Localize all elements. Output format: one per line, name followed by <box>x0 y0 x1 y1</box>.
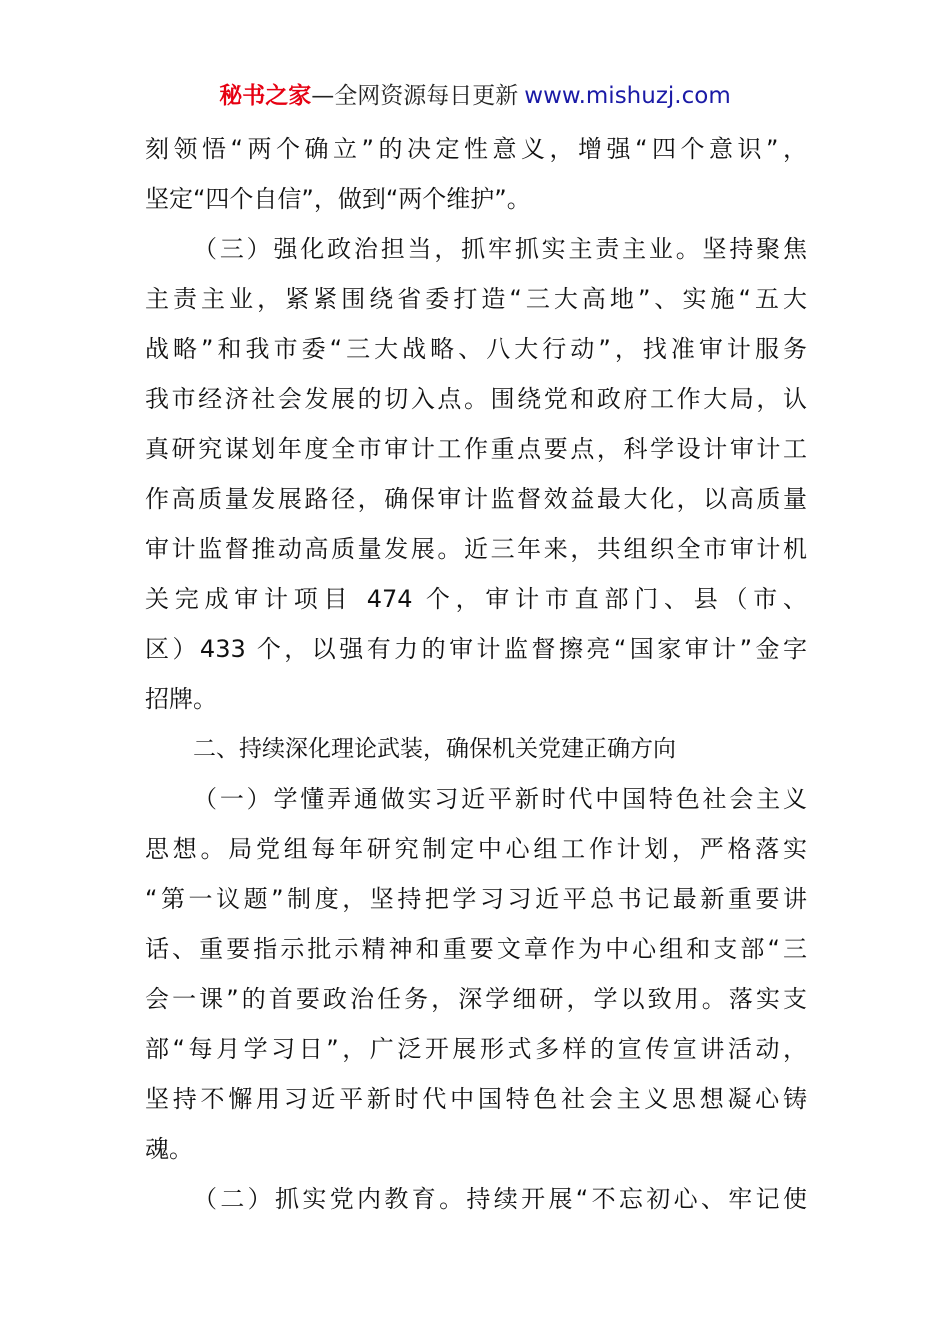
site-url-link[interactable]: www.mishuzj.com <box>524 83 731 109</box>
brand-name: 秘书之家 <box>219 83 312 109</box>
text-line: 会一课”的首要政治任务，深学细研，学以致用。落实支 <box>145 985 807 1013</box>
text-line: 区）433 个，以强有力的审计监督擦亮“国家审计”金字 <box>145 635 807 663</box>
site-header <box>0 80 950 112</box>
text-line: 作高质量发展路径，确保审计监督效益最大化，以高质量 <box>145 485 807 513</box>
text-line: 主责主业，紧紧围绕省委打造“三大高地”、实施“五大 <box>145 285 807 313</box>
text-line: 思想。局党组每年研究制定中心组工作计划，严格落实 <box>145 835 807 863</box>
text-line: “第一议题”制度，坚持把学习习近平总书记最新重要讲 <box>145 885 807 913</box>
text-line: 坚持不懈用习近平新时代中国特色社会主义思想凝心铸 <box>145 1085 807 1113</box>
text-line: 刻领悟“两个确立”的决定性意义，增强“四个意识”， <box>145 135 807 163</box>
text-line: 审计监督推动高质量发展。近三年来，共组织全市审计机 <box>145 535 807 563</box>
text-line: 我市经济社会发展的切入点。围绕党和政府工作大局，认 <box>145 385 807 413</box>
header-tagline: —全网资源每日更新 <box>311 83 519 109</box>
text-line: 部“每月学习日”，广泛开展形式多样的宣传宣讲活动， <box>145 1035 807 1063</box>
text-line: 坚定“四个自信”，做到“两个维护”。 <box>145 185 531 213</box>
section-heading: 二、持续深化理论武装，确保机关党建正确方向 <box>193 736 676 762</box>
text-line: 战略”和我市委“三大战略、八大行动”，找准审计服务 <box>145 335 807 363</box>
text-line: 招牌。 <box>145 685 217 713</box>
text-line: 关完成审计项目 474 个，审计市直部门、县（市、 <box>145 585 807 613</box>
text-line: 魂。 <box>145 1135 193 1163</box>
paragraph-start-line: （二）抓实党内教育。持续开展“不忘初心、牢记使 <box>193 1185 807 1213</box>
text-line: 真研究谋划年度全市审计工作重点要点，科学设计审计工 <box>145 435 807 463</box>
paragraph-start-line: （三）强化政治担当，抓牢抓实主责主业。坚持聚焦 <box>193 235 807 263</box>
document-body <box>145 124 807 1224</box>
paragraph-start-line: （一）学懂弄通做实习近平新时代中国特色社会主义 <box>193 785 807 813</box>
text-line: 话、重要指示批示精神和重要文章作为中心组和支部“三 <box>145 935 807 963</box>
